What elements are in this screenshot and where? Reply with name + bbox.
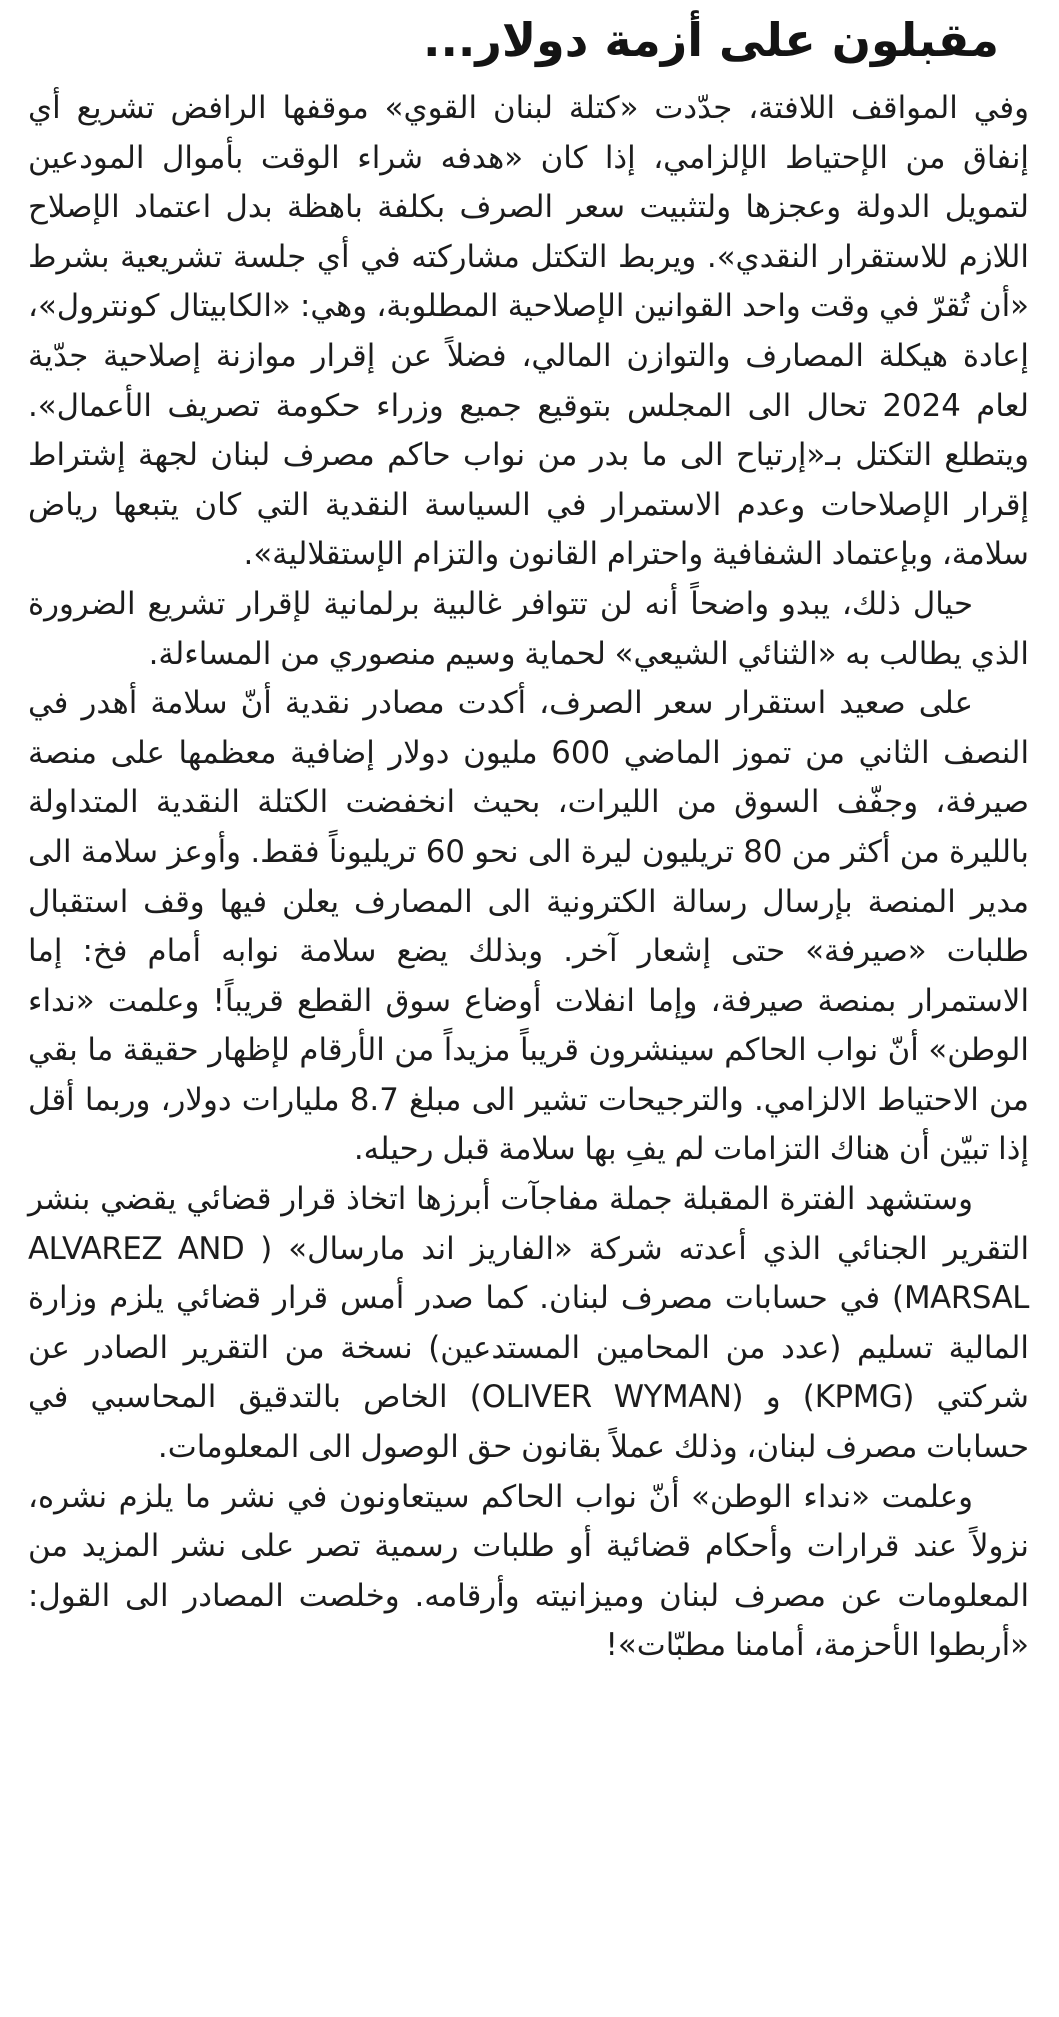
article [28, 0, 1029, 1671]
article-paragraph-4: وستشهد الفترة المقبلة جملة مفاجآت أبرزها اتخاذ قرار قضائي يقضي بنشر التقرير الجنائي الذي أعدته شركة «الفاريز اند مارسال» ( ALVAREZ AND MARSAL) في حسابات مصرف لبنان. كما صدر أمس قرار قضائي يلزم وزارة المالية تسليم (عدد من المحامين المستدعين) نسخة من التقرير الصادر عن شركتي (KPMG) و (OLIVER WYMAN) الخاص بالتدقيق المحاسبي في حسابات مصرف لبنان، وذلك عملاً بقانون حق الوصول الى المعلومات. [28, 1181, 1030, 1466]
article-paragraph-5: وعلمت «نداء الوطن» أنّ نواب الحاكم سيتعاونون في نشر ما يلزم نشره، نزولاً عند قرارات وأحكام قضائية أو طلبات رسمية تصر على نشر المزيد من المعلومات عن مصرف لبنان وميزانيته وأرقامه. وخلصت المصادر الى القول: «أربطوا الأحزمة، أمامنا مطبّات»! [28, 1478, 1029, 1664]
article-headline: مقبلون على أزمة دولار... [422, 13, 999, 67]
article-paragraph-3: على صعيد استقرار سعر الصرف، أكدت مصادر نقدية أنّ سلامة أهدر في النصف الثاني من تموز الماضي 600 مليون دولار إضافية معظمها على منصة صيرفة، وجفّف السوق من الليرات، بحيث انخفضت الكتلة النقدية المتداولة بالليرة من أكثر من 80 تريليون ليرة الى نحو 60 تريليوناً فقط. وأوعز سلامة الى مدير المنصة بإرسال رسالة الكترونية الى المصارف يعلن فيها وقف استقبال طلبات «صيرفة» حتى إشعار آخر. وبذلك يضع سلامة نوابه أمام فخ: إما الاستمرار بمنصة صيرفة، وإما انفلات أوضاع سوق القطع قريباً! وعلمت «نداء الوطن» أنّ نواب الحاكم سينشرون قريباً مزيداً من الأرقام لإظهار حقيقة ما بقي من الاحتياط الالزامي. والترجيحات تشير الى مبلغ 8.7 مليارات دولار، وربما أقل إذا تبيّن أن هناك التزامات لم يفِ بها سلامة قبل رحيله. [28, 685, 1029, 1168]
article-paragraph-2: حيال ذلك، يبدو واضحاً أنه لن تتوافر غالبية برلمانية لإقرار تشريع الضرورة الذي يطالب به «الثنائي الشيعي» لحماية وسيم منصوري من المساءلة. [28, 585, 1029, 672]
article-paragraph-1: وفي المواقف اللافتة، جدّدت «كتلة لبنان القوي» موقفها الرافض تشريع أي إنفاق من الإحتياط الإلزامي، إذا كان «هدفه شراء الوقت بأموال المودعين لتمويل الدولة وعجزها ولتثبيت سعر الصرف بكلفة باهظة بدل اعتماد الإصلاح اللازم للاستقرار النقدي». ويربط التكتل مشاركته في أي جلسة تشريعية بشرط «أن تُقرّ في وقت واحد القوانين الإصلاحية المطلوبة، وهي: «الكابيتال كونترول»، إعادة هيكلة المصارف والتوازن المالي، فضلاً عن إقرار موازنة إصلاحية جدّية لعام 2024 تحال الى المجلس بتوقيع جميع وزراء حكومة تصريف الأعمال». ويتطلع التكتل بـ«إرتياح الى ما بدر من نواب حاكم مصرف لبنان لجهة إشتراط إقرار الإصلاحات وعدم الاستمرار في السياسة النقدية التي كان يتبعها رياض سلامة، وبإعتماد الشفافية واحترام القانون والتزام الإستقلالية». [28, 90, 1029, 573]
